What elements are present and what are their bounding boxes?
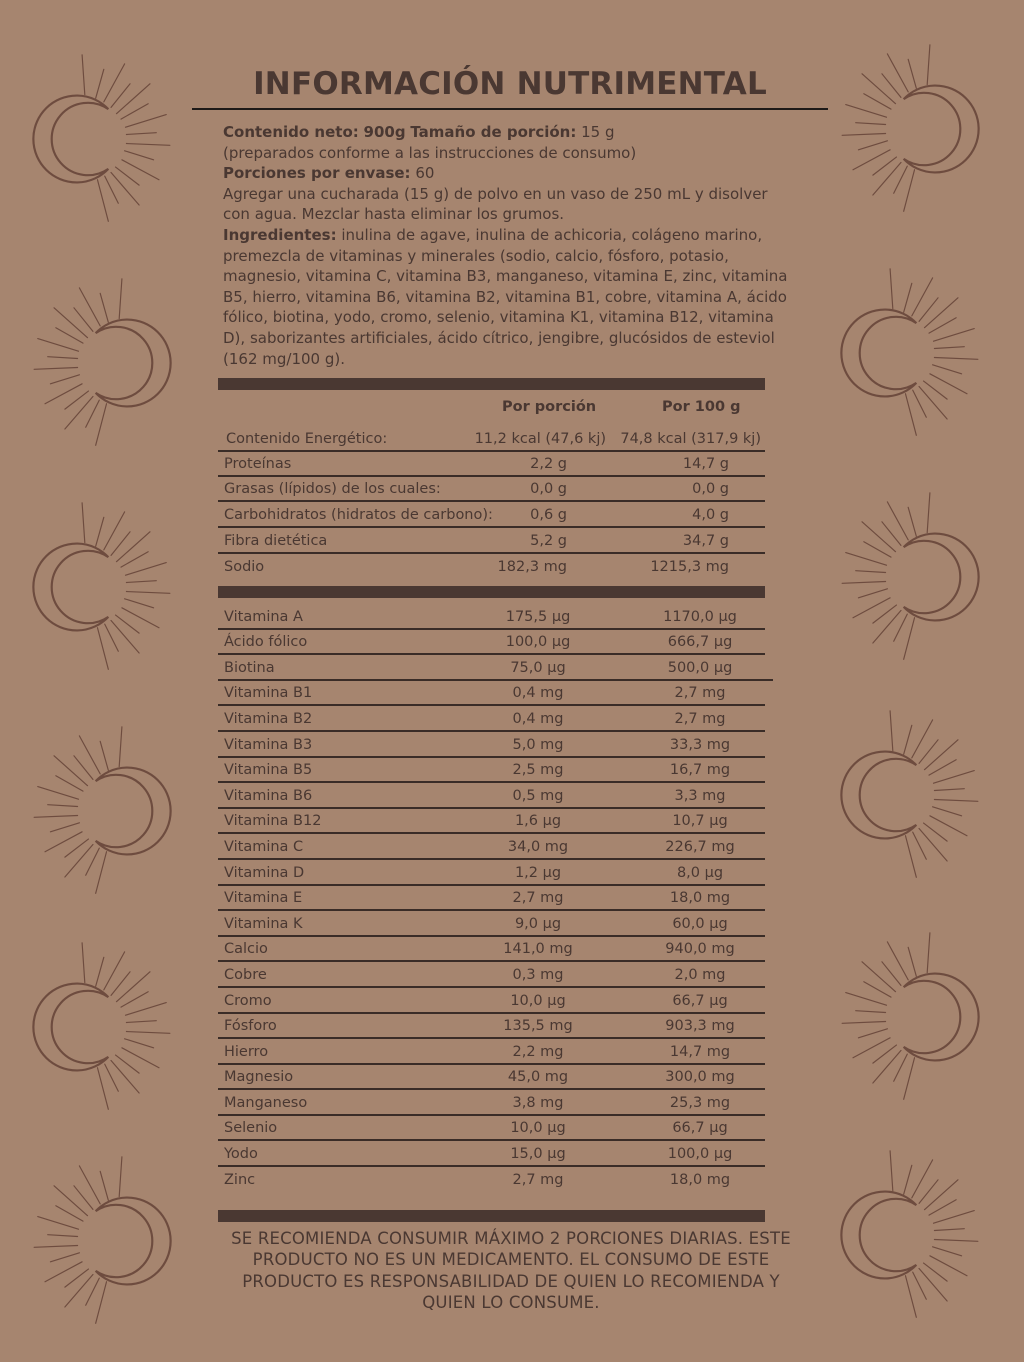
crescent-moon-icon: [830, 34, 990, 224]
nutrient-name: Biotina: [224, 659, 275, 676]
nutrient-name: Vitamina C: [224, 838, 304, 855]
column-header-per-100g: Por 100 g: [662, 399, 741, 415]
per-100g-text: 2,7 mg: [674, 685, 726, 702]
table-row: [218, 758, 765, 784]
nutrient-name: Fibra dietética: [224, 533, 328, 549]
table-row: [218, 834, 765, 860]
nutrient-name: Vitamina B5: [224, 762, 313, 779]
net-content-value: 900g: [363, 123, 406, 141]
table-row: [218, 732, 765, 758]
per-100g-value: 4,0 g: [692, 507, 729, 523]
table-row: [218, 988, 765, 1014]
ingredients-text: inulina de agave, inulina de achicoria, colágeno marino, premezcla de vitaminas y minerales (sodio, calcio, fósforo, potasio, magnesio, vitamina C, vitamina B3, manganeso, vitamina E, zinc, vitamina B5, hierro, vitamina B6, vitamina B2, vitamina B1, cobre, vitamina A, ácido fólico, biotina, yodo, cromo, selenio, vitamina K1, vitamina B12, vitamina D), saborizantes artificiales, ácido cítrico, jengibre, glucósidos de esteviol (162 mg/100 g).: [223, 225, 788, 368]
per-100g-value: 74,8 kcal (317,9 kj): [620, 431, 761, 447]
servings-value: 60: [415, 164, 435, 183]
per-100g-text: 500,0 µg: [667, 659, 733, 676]
per-serving-text: 2,7 mg: [512, 1171, 564, 1188]
table-row: [218, 1090, 765, 1116]
per-100g-text: 66,7 µg: [672, 992, 728, 1009]
table-row: [218, 452, 765, 477]
table-row: [218, 1014, 765, 1040]
table-row: [218, 706, 765, 732]
per-serving-value: 11,2 kcal (47,6 kj): [474, 431, 606, 447]
title-divider: [192, 108, 828, 110]
nutrient-name: Manganeso: [224, 1094, 308, 1111]
table-row: [218, 604, 765, 630]
prepared-note: (preparados conforme a las instrucciones de consumo): [223, 143, 637, 162]
ingredients-label: Ingredientes:: [223, 225, 337, 244]
per-serving-text: 1,2 µg: [514, 864, 562, 881]
per-100g-text: 10,7 µg: [672, 813, 728, 830]
per-serving-text: 2,2 mg: [512, 1043, 564, 1060]
table-row: [218, 681, 765, 707]
macronutrient-table: [218, 428, 765, 580]
nutrient-name: Hierro: [224, 1043, 269, 1060]
per-serving-text: 15,0 µg: [510, 1146, 566, 1163]
per-100g-text: 60,0 µg: [672, 915, 728, 932]
net-content-label: Contenido neto:: [223, 123, 359, 141]
crescent-moon-icon: [22, 716, 182, 906]
crescent-moon-icon: [22, 932, 182, 1122]
table-row: [218, 1167, 765, 1193]
crescent-moon-icon: [22, 44, 182, 234]
per-100g-value: 14,7 g: [682, 456, 729, 472]
table-row: [218, 1141, 765, 1167]
crescent-moon-icon: [830, 1140, 990, 1330]
per-100g-text: 903,3 mg: [665, 1018, 735, 1035]
per-serving-text: 3,8 mg: [512, 1094, 564, 1111]
per-serving-text: 1,6 µg: [514, 813, 562, 830]
per-100g-text: 18,0 mg: [669, 890, 731, 907]
nutrient-name: Selenio: [224, 1120, 278, 1137]
nutrient-name: Vitamina E: [224, 890, 303, 907]
table-row: [218, 630, 765, 656]
per-100g-text: 66,7 µg: [672, 1120, 728, 1137]
nutrient-name: Vitamina A: [224, 608, 303, 625]
nutrient-name: Zinc: [224, 1171, 256, 1188]
column-header-per-serving: Por porción: [502, 399, 597, 415]
per-serving-text: 5,0 mg: [512, 736, 564, 753]
instructions: Agregar una cucharada (15 g) de polvo en un vaso de 250 mL y disolver con agua. Mezclar hasta eliminar los grumos.: [223, 184, 768, 224]
nutrient-name: Vitamina B12: [224, 813, 322, 830]
per-100g-text: 940,0 mg: [665, 941, 735, 958]
nutrient-name: Ácido fólico: [224, 634, 308, 651]
nutrient-name: Carbohidratos (hidratos de carbono):: [224, 507, 493, 523]
nutrient-name: Vitamina B6: [224, 787, 313, 804]
table-row: [218, 502, 765, 528]
table-row: [218, 962, 765, 988]
table-row: [218, 428, 765, 452]
serving-size-label: Tamaño de porción:: [410, 123, 577, 141]
per-serving-value: 5,2 g: [530, 533, 567, 549]
per-100g-text: 226,7 mg: [665, 838, 735, 855]
per-100g-text: 300,0 mg: [665, 1069, 735, 1086]
nutrient-name: Vitamina B1: [224, 685, 313, 702]
per-100g-text: 666,7 µg: [667, 634, 733, 651]
per-serving-text: 10,0 µg: [510, 1120, 566, 1137]
table-row: [218, 886, 765, 912]
per-100g-text: 2,7 mg: [674, 710, 726, 727]
table-middle-band: [218, 586, 765, 598]
crescent-moon-icon: [830, 700, 990, 890]
table-row: [218, 655, 765, 681]
per-serving-value: 0,0 g: [530, 481, 567, 497]
crescent-moon-icon: [830, 922, 990, 1112]
servings-label: Porciones por envase:: [223, 164, 411, 183]
nutrient-name: Calcio: [224, 941, 268, 958]
per-100g-text: 25,3 mg: [669, 1094, 731, 1111]
per-serving-text: 0,5 mg: [512, 787, 564, 804]
per-100g-text: 2,0 mg: [674, 966, 726, 983]
page-title: INFORMACIÓN NUTRIMENTAL: [253, 66, 767, 102]
table-row: [218, 809, 765, 835]
per-serving-value: 2,2 g: [530, 456, 567, 472]
nutrient-name: Vitamina B2: [224, 710, 313, 727]
per-serving-text: 175,5 µg: [505, 608, 571, 625]
table-row: [218, 1039, 765, 1065]
per-100g-text: 33,3 mg: [669, 736, 731, 753]
table-top-band: [218, 378, 765, 390]
nutrient-name: Cobre: [224, 966, 267, 983]
per-serving-text: 75,0 µg: [510, 659, 566, 676]
per-serving-value: 182,3 mg: [497, 559, 567, 575]
per-100g-text: 14,7 mg: [669, 1043, 731, 1060]
nutrient-name: Vitamina D: [224, 864, 305, 881]
per-100g-text: 100,0 µg: [667, 1146, 733, 1163]
servings-line: [223, 163, 793, 184]
serving-size-value: 15 g: [581, 123, 615, 141]
crescent-moon-icon: [22, 492, 182, 682]
net-content-line: [223, 122, 793, 143]
table-row: [218, 911, 765, 937]
nutrient-name: Magnesio: [224, 1069, 294, 1086]
crescent-moon-icon: [22, 1146, 182, 1336]
nutrient-name: Proteínas: [224, 456, 292, 472]
nutrient-name: Contenido Energético:: [226, 431, 388, 447]
nutrient-name: Vitamina K: [224, 915, 303, 932]
table-row: [218, 1065, 765, 1091]
per-100g-text: 1170,0 µg: [663, 608, 737, 625]
per-100g-text: 3,3 mg: [674, 787, 726, 804]
per-100g-text: 16,7 mg: [669, 762, 731, 779]
nutrient-name: Vitamina B3: [224, 736, 313, 753]
per-serving-text: 0,4 mg: [512, 685, 564, 702]
per-serving-text: 9,0 µg: [514, 915, 562, 932]
table-row: [218, 937, 765, 963]
table-row: [218, 783, 765, 809]
per-serving-text: 135,5 mg: [503, 1018, 573, 1035]
table-row: [218, 1116, 765, 1142]
per-serving-text: 45,0 mg: [507, 1069, 569, 1086]
per-serving-text: 0,3 mg: [512, 966, 564, 983]
per-serving-text: 10,0 µg: [510, 992, 566, 1009]
per-100g-value: 0,0 g: [692, 481, 729, 497]
per-serving-value: 0,6 g: [530, 507, 567, 523]
table-row: [218, 528, 765, 554]
nutrient-name: Cromo: [224, 992, 272, 1009]
crescent-moon-icon: [22, 268, 182, 458]
crescent-moon-icon: [830, 258, 990, 448]
nutrient-name: Grasas (lípidos) de los cuales:: [224, 481, 441, 497]
per-serving-text: 100,0 µg: [505, 634, 571, 651]
per-100g-text: 8,0 µg: [676, 864, 724, 881]
product-info: [223, 122, 793, 369]
table-row: [218, 477, 765, 502]
per-serving-text: 141,0 mg: [503, 941, 573, 958]
disclaimer: SE RECOMIENDA CONSUMIR MÁXIMO 2 PORCIONES DIARIAS. ESTE PRODUCTO NO ES UN MEDICAMENTO. EL CONSUMO DE ESTE PRODUCTO ES RESPONSABILIDAD DE QUIEN LO RECOMIENDA Y QUIEN LO CONSUME.: [231, 1229, 791, 1313]
micronutrient-table: [218, 604, 765, 1193]
nutrient-name: Yodo: [224, 1146, 258, 1163]
per-100g-text: 18,0 mg: [669, 1171, 731, 1188]
per-100g-value: 1215,3 mg: [650, 559, 729, 575]
per-serving-text: 2,7 mg: [512, 890, 564, 907]
table-bottom-band: [218, 1210, 765, 1222]
ingredients-line: [223, 225, 793, 369]
per-serving-text: 0,4 mg: [512, 710, 564, 727]
nutrient-name: Fósforo: [224, 1018, 277, 1035]
crescent-moon-icon: [830, 482, 990, 672]
per-serving-text: 34,0 mg: [507, 838, 569, 855]
table-row: [218, 860, 765, 886]
table-row: [218, 554, 765, 580]
per-serving-text: 2,5 mg: [512, 762, 564, 779]
nutrient-name: Sodio: [224, 559, 265, 575]
per-100g-value: 34,7 g: [682, 533, 729, 549]
